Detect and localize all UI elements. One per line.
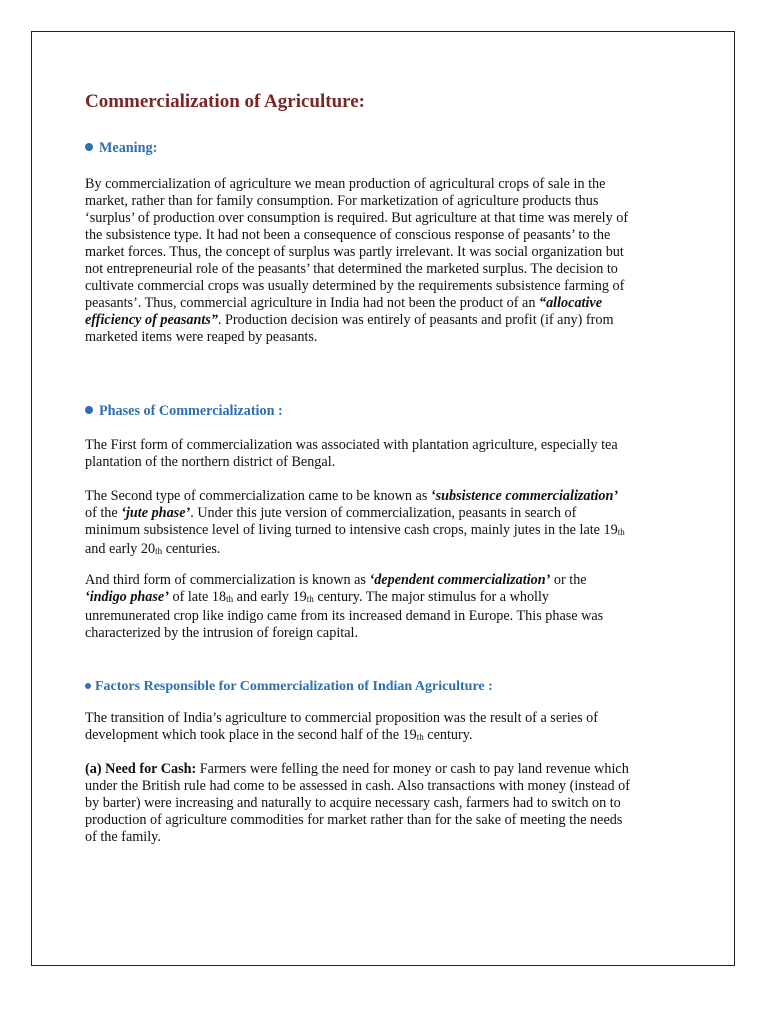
- phases-paragraph-1: The First form of commercialization was associated with plantation agriculture, especially tea plantation of the northern district of Bengal.: [85, 437, 618, 470]
- phases-p2-text-c: . Under this jute version of commercialization, peasants in search of minimum subsistence level of living turned to intensive cash crops, mainly jutes in the late 19: [85, 505, 618, 538]
- phases-paragraph-3: [85, 572, 630, 642]
- phases-p2-emphasis-2: ‘jute phase’: [121, 505, 191, 521]
- phases-heading: [85, 403, 283, 420]
- phases-p2-text-b: of the: [85, 505, 122, 521]
- phases-heading-label: Phases of Commercialization :: [99, 403, 283, 419]
- phases-p3-emphasis-1: ‘dependent commercialization’: [369, 572, 551, 588]
- phases-p3-text-b: or the: [550, 572, 587, 588]
- bullet-icon: [85, 683, 91, 689]
- meaning-heading-label: Meaning:: [99, 140, 158, 156]
- phases-p3-emphasis-2: ‘indigo phase’: [85, 589, 169, 605]
- phases-p3-sub-2: th: [306, 594, 314, 604]
- factors-paragraph-1: [85, 710, 630, 746]
- phases-p2-sub-2: th: [155, 546, 163, 556]
- phases-p2-text-d: and early 20: [85, 541, 156, 557]
- meaning-text-1: By commercialization of agriculture we mean production of agricultural crops of sale in the market, rather than for family consumption. For marketization of agriculture products thus ‘surplus’ of production over consumption is required. But agriculture at that time was merely of the subsistence type. It had not been a consequence of conscious response of peasants’ to the market forces. Thus, the concept of surplus was partly irrelevant. It was social organization but not entrepreneurial role of the peasants’ that determined the marketed surplus. The decision to cultivate commercial crops was usually determined by the requirements subsistence farming of peasants’. Thus, commercial agriculture in India had not been the product of an: [85, 176, 629, 311]
- meaning-text-2: . Production decision was entirely of peasants and profit (if any) from marketed items were reaped by peasants.: [85, 312, 614, 345]
- bullet-icon: [85, 406, 93, 414]
- phases-p3-text-d: and early 19: [233, 589, 307, 605]
- phases-p3-text-c: of late 18: [168, 589, 227, 605]
- phases-p2-emphasis-1: ‘subsistence commercialization’: [430, 488, 619, 504]
- need-for-cash-label: (a) Need for Cash:: [85, 761, 197, 777]
- factors-paragraph-2: [85, 761, 630, 846]
- page-title: Commercialization of Agriculture:: [85, 91, 366, 112]
- factors-p1-sub: th: [416, 732, 424, 742]
- phases-p3-text-e: century. The major stimulus for a wholly unremunerated crop like indigo came from its increased demand in Europe. This phase was characterized by the intrusion of foreign capital.: [85, 589, 604, 641]
- phases-p3-sub-1: th: [226, 594, 234, 604]
- meaning-emphasis: “allocative efficiency of peasants”: [85, 295, 603, 328]
- factors-p1-text-b: century.: [423, 727, 473, 743]
- phases-p2-text-e: centuries.: [162, 541, 221, 557]
- phases-paragraph-2: [85, 488, 630, 560]
- meaning-paragraph: [85, 176, 630, 346]
- factors-heading: [85, 678, 493, 695]
- meaning-heading: [85, 140, 157, 157]
- need-for-cash-text: Farmers were felling the need for money or cash to pay land revenue which under the British rule had come to be assessed in cash. Also transactions with money (instead of by barter) were increasing and naturally to acquire necessary cash, farmers had to switch on to production of agriculture commodities for market rather than for the sake of meeting the needs of the family.: [85, 761, 630, 845]
- factors-p1-text-a: The transition of India’s agriculture to commercial proposition was the result of a series of development which took place in the second half of the 19: [85, 710, 598, 743]
- phases-p3-text-a: And third form of commercialization is known as: [85, 572, 370, 588]
- phases-p2-text-a: The Second type of commercialization came to be known as: [85, 488, 431, 504]
- phases-p2-sub-1: th: [617, 527, 625, 537]
- factors-heading-label: Factors Responsible for Commercialization of Indian Agriculture :: [95, 679, 493, 694]
- bullet-icon: [85, 143, 93, 151]
